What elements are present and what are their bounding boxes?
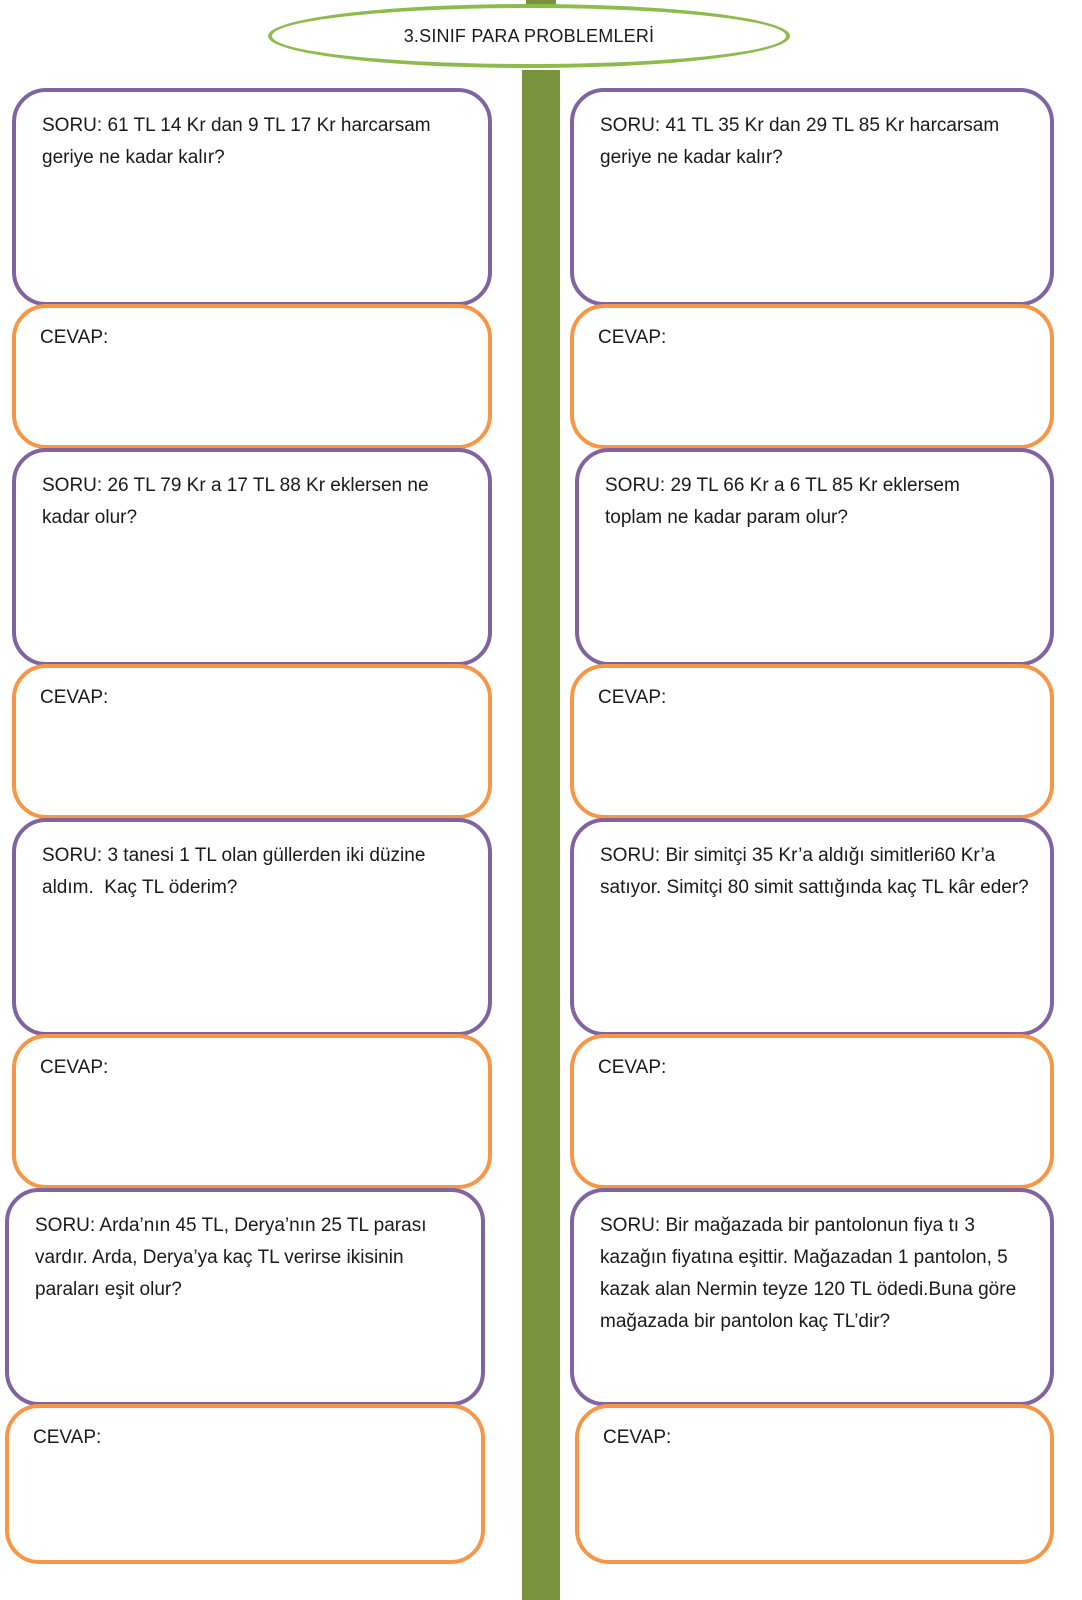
question-card-right-4: [570, 1188, 1054, 1406]
page-title: 3.SINIF PARA PROBLEMLERİ: [403, 25, 655, 46]
answer-card-right-1[interactable]: [570, 304, 1054, 449]
answer-card-left-4[interactable]: [5, 1404, 485, 1564]
answer-label: CEVAP:: [40, 1057, 109, 1078]
answer-card-left-2[interactable]: [12, 664, 492, 819]
answer-card-right-2[interactable]: [570, 664, 1054, 819]
question-text: SORU: 3 tanesi 1 TL olan güllerden iki düzine aldım. Kaç TL öderim?: [42, 845, 431, 898]
question-text: SORU: 41 TL 35 Kr dan 29 TL 85 Kr harcarsam geriye ne kadar kalır?: [600, 115, 1005, 168]
answer-label: CEVAP:: [40, 687, 109, 708]
center-spine: [522, 70, 560, 1600]
question-card-left-2: [12, 448, 492, 666]
question-text: SORU: 26 TL 79 Kr a 17 TL 88 Kr eklersen ne kadar olur?: [42, 475, 434, 528]
answer-card-right-3[interactable]: [570, 1034, 1054, 1189]
answer-label: CEVAP:: [598, 327, 667, 348]
answer-label: CEVAP:: [40, 327, 109, 348]
question-card-left-3: [12, 818, 492, 1036]
question-text: SORU: 29 TL 66 Kr a 6 TL 85 Kr eklersem toplam ne kadar param olur?: [605, 475, 966, 528]
answer-card-right-4[interactable]: [575, 1404, 1054, 1564]
question-card-left-1: [12, 88, 492, 306]
question-text: SORU: Arda’nın 45 TL, Derya’nın 25 TL parası vardır. Arda, Derya’ya kaç TL verirse ikisinin paraları eşit olur?: [35, 1215, 432, 1300]
question-text: SORU: Bir mağazada bir pantolonun fiya tı 3 kazağın fiyatına eşittir. Mağazadan 1 pantolon, 5 kazak alan Nermin teyze 120 TL ödedi.Buna göre mağazada bir pantolon kaç TL’dir?: [600, 1215, 1022, 1332]
answer-card-left-1[interactable]: [12, 304, 492, 449]
question-text: SORU: Bir simitçi 35 Kr’a aldığı simitleri60 Kr’a satıyor. Simitçi 80 simit sattığında kaç TL kâr eder?: [600, 845, 1029, 898]
question-text: SORU: 61 TL 14 Kr dan 9 TL 17 Kr harcarsam geriye ne kadar kalır?: [42, 115, 436, 168]
question-card-right-2: [575, 448, 1054, 666]
question-card-left-4: [5, 1188, 485, 1406]
answer-label: CEVAP:: [598, 687, 667, 708]
answer-label: CEVAP:: [33, 1427, 102, 1448]
question-card-right-1: [570, 88, 1054, 306]
answer-card-left-3[interactable]: [12, 1034, 492, 1189]
answer-label: CEVAP:: [603, 1427, 672, 1448]
question-card-right-3: [570, 818, 1054, 1036]
answer-label: CEVAP:: [598, 1057, 667, 1078]
